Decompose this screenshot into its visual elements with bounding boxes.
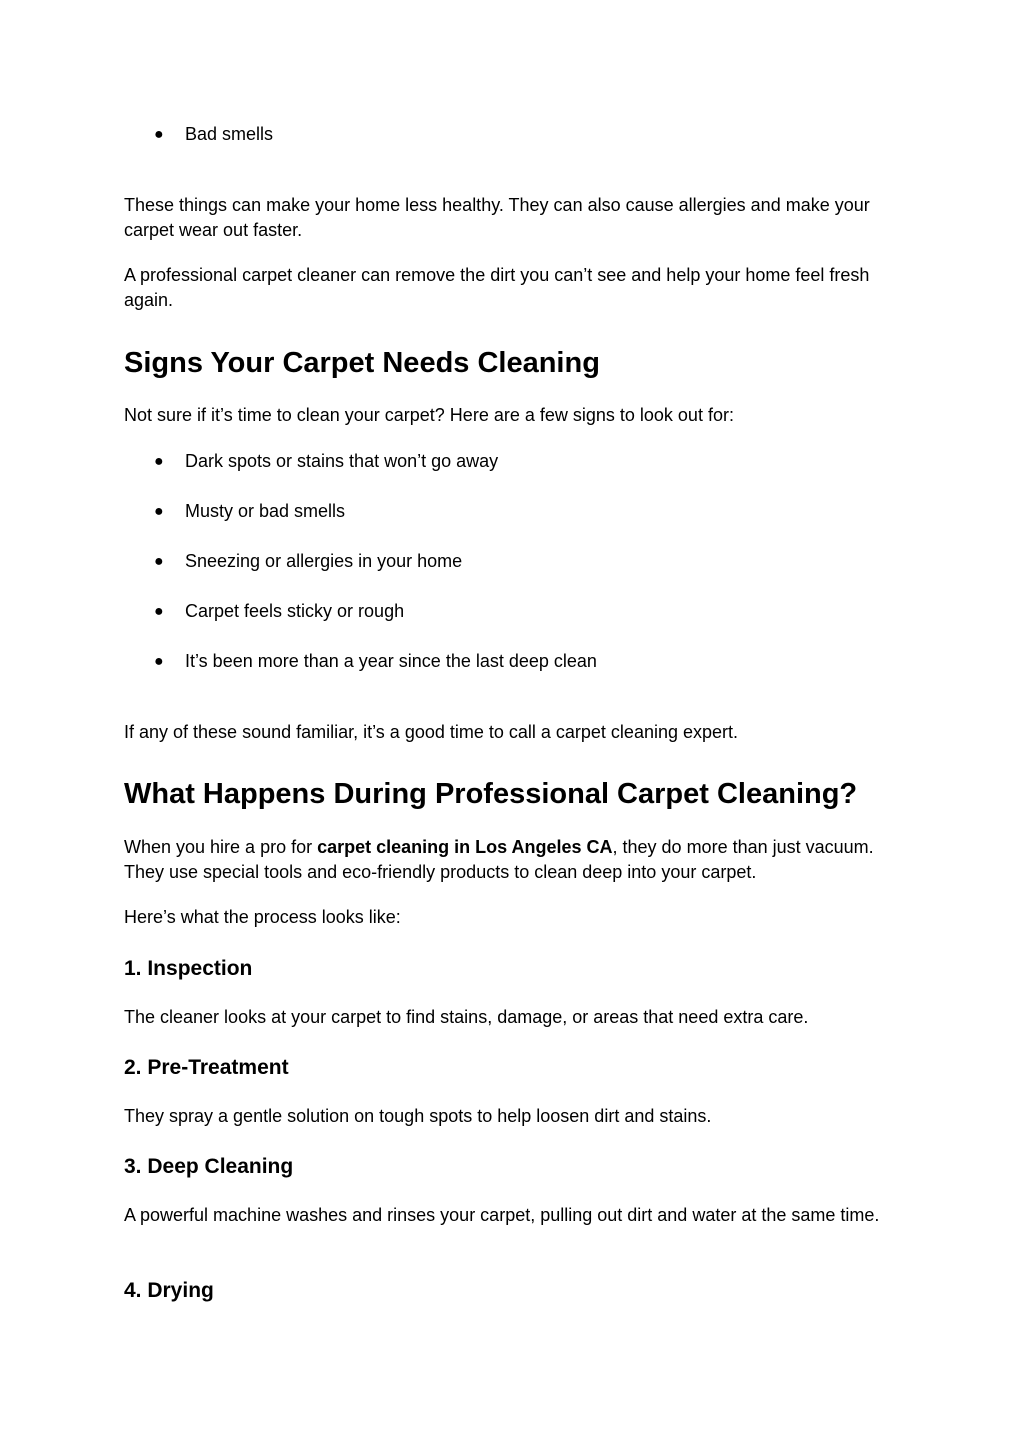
list-item-text: Sneezing or allergies in your home [185,551,463,571]
list-item-text: Carpet feels sticky or rough [185,601,405,621]
bullet-icon: ● [154,653,164,670]
paragraph-text: Not sure if it’s time to clean your carpet? Here are a few signs to look out for: [124,405,734,425]
list-item-text: Musty or bad smells [185,501,346,521]
step-title: 1. Inspection [124,957,253,980]
signs-lead [124,403,884,428]
paragraph-text [124,835,884,885]
process-paragraph-2 [124,905,884,930]
list-item-text: It’s been more than a year since the last deep clean [185,651,597,671]
paragraph-text: A professional carpet cleaner can remove the dirt you can’t see and help your home feel fresh again. [124,265,870,310]
list-item-text: Bad smells [185,124,274,144]
process-paragraph-1 [124,835,884,885]
paragraph-text: The cleaner looks at your carpet to find stains, damage, or areas that need extra care. [124,1007,809,1027]
step-heading [124,1278,884,1304]
section-heading: Signs Your Carpet Needs Cleaning [124,347,600,379]
paragraph-text: If any of these sound familiar, it’s a good time to call a carpet cleaning expert. [124,722,739,742]
bullet-icon: ● [154,603,164,620]
list-item-text: Dark spots or stains that won’t go away [185,451,499,471]
bold-link-text: carpet cleaning in Los Angeles CA [317,837,613,857]
paragraph-text: These things can make your home less healthy. They can also cause allergies and make your carpet wear out faster. [124,195,870,240]
signs-heading [124,345,884,381]
bullet-icon: ● [154,126,164,143]
paragraph-text-end: , they do more than just vacuum. They use special tools and eco-friendly products to clean deep into your carpet. [124,837,874,882]
list-item [154,449,498,474]
intro-paragraph-1 [124,193,884,243]
bullet-icon: ● [154,503,164,520]
section-heading: What Happens During Professional Carpet Cleaning? [124,778,858,810]
signs-closing [124,720,884,745]
paragraph-text: Here’s what the process looks like: [124,907,401,927]
list-item [154,649,597,674]
list-item [154,599,404,624]
step-heading [124,1055,884,1081]
process-heading [124,776,924,812]
bullet-icon: ● [154,553,164,570]
paragraph-text-start: When you hire a pro for [124,837,318,857]
list-item [154,549,462,574]
step-title: 4. Drying [124,1279,214,1302]
paragraph-text: A powerful machine washes and rinses your carpet, pulling out dirt and water at the same time. [124,1205,880,1225]
intro-paragraph-2 [124,263,884,313]
list-item [154,499,345,524]
step-title: 3. Deep Cleaning [124,1155,294,1178]
step-text [124,1104,884,1129]
list-item [154,122,273,147]
step-text [124,1005,884,1030]
step-title: 2. Pre-Treatment [124,1056,289,1079]
step-heading [124,1154,884,1180]
bullet-icon: ● [154,453,164,470]
paragraph-text: They spray a gentle solution on tough spots to help loosen dirt and stains. [124,1106,712,1126]
step-text [124,1203,884,1228]
step-heading [124,956,884,982]
